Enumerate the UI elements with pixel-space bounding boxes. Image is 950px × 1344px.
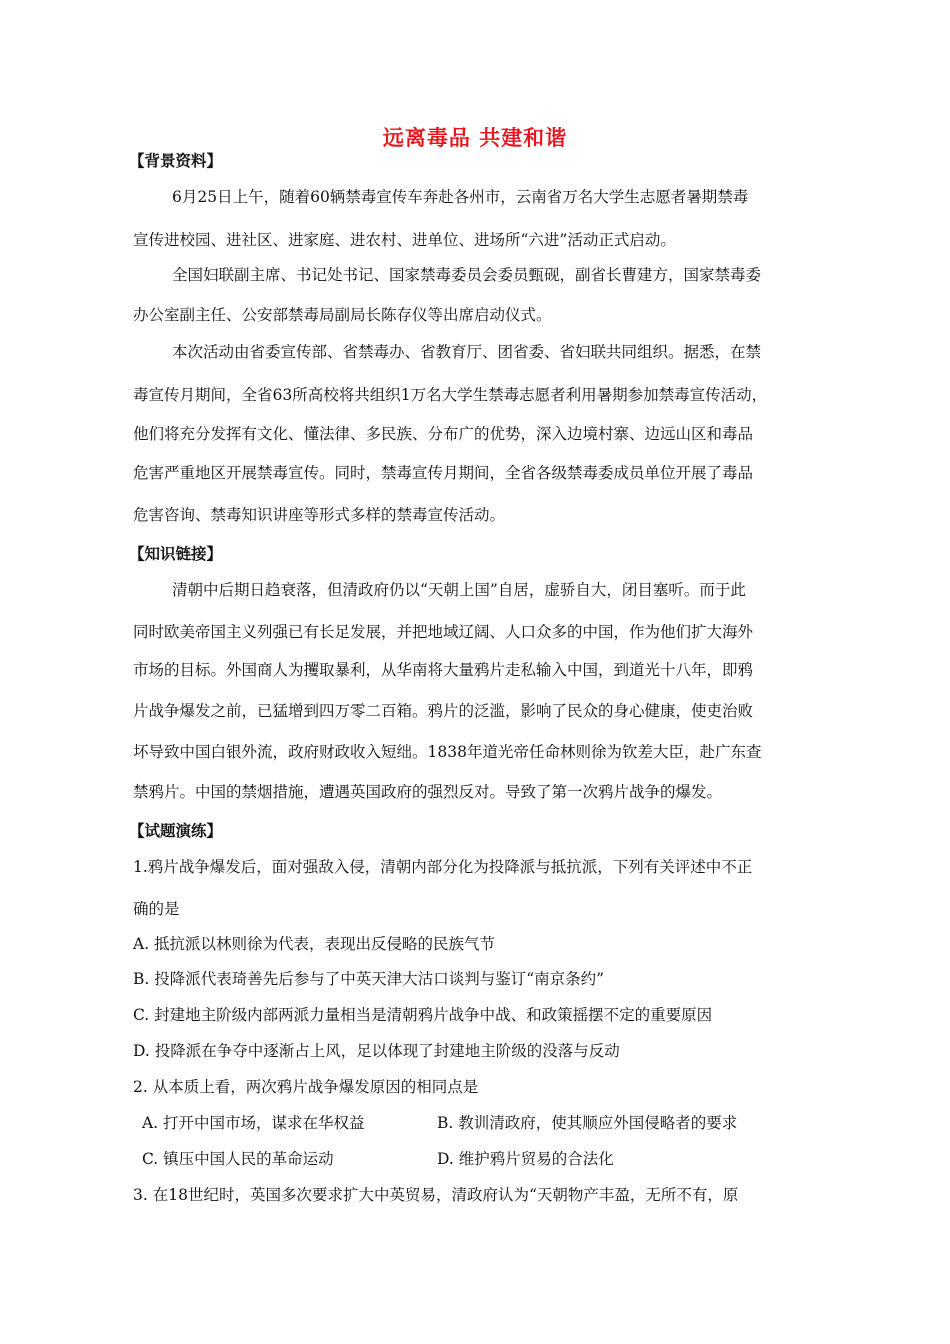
answer-option: A. 抵抗派以林则徐为代表，表现出反侵略的民族气节 xyxy=(133,935,496,953)
answer-option: B. 投降派代表琦善先后参与了中英天津大沽口谈判与鉴订“南京条约” xyxy=(133,970,605,988)
paragraph-line: 危害咨询、禁毒知识讲座等形式多样的禁毒宣传活动。 xyxy=(133,506,506,524)
answer-option: C. 封建地主阶级内部两派力量相当是清朝鸦片战争中战、和政策摇摆不定的重要原因 xyxy=(133,1006,713,1024)
answer-option: B. 教训清政府，使其顺应外国侵略者的要求 xyxy=(437,1114,738,1132)
answer-option: C. 镇压中国人民的革命运动 xyxy=(142,1150,334,1168)
paragraph-line: 市场的目标。外国商人为攫取暴利，从华南将大量鸦片走私输入中国，到道光十八年，即鸦 xyxy=(133,661,754,679)
question-stem: 1.鸦片战争爆发后，面对强敌入侵，清朝内部分化为投降派与抵抗派，下列有关评述中不正 xyxy=(133,858,753,876)
paragraph-line: 片战争爆发之前，已猛增到四万零二百箱。鸦片的泛滥，影响了民众的身心健康，使吏治败 xyxy=(133,702,754,720)
paragraph-line: 宣传进校园、进社区、进家庭、进农村、进单位、进场所“六进”活动正式启动。 xyxy=(133,231,676,249)
answer-option: A. 打开中国市场，谋求在华权益 xyxy=(142,1114,365,1132)
section-heading-exercises: 【试题演练】 xyxy=(129,822,223,840)
paragraph-line: 坏导致中国白银外流，政府财政收入短绌。1838年道光帝任命林则徐为钦差大臣，赴广东查 xyxy=(133,743,762,761)
section-heading-knowledge: 【知识链接】 xyxy=(129,545,223,563)
document-title: 远离毒品 共建和谐 xyxy=(382,126,568,150)
paragraph-line: 毒宣传月期间，全省63所高校将共组织1万名大学生禁毒志愿者利用暑期参加禁毒宣传活动， xyxy=(133,386,768,404)
paragraph-line: 他们将充分发挥有文化、懂法律、多民族、分布广的优势，深入边境村寨、边远山区和毒品 xyxy=(133,425,754,443)
paragraph-line: 禁鸦片。中国的禁烟措施，遭遇英国政府的强烈反对。导致了第一次鸦片战争的爆发。 xyxy=(133,783,723,801)
paragraph-line: 办公室副主任、公安部禁毒局副局长陈存仪等出席启动仪式。 xyxy=(133,306,552,324)
section-heading-background: 【背景资料】 xyxy=(129,152,223,170)
question-stem: 确的是 xyxy=(133,900,180,918)
paragraph-line: 清朝中后期日趋衰落，但清政府仍以“天朝上国”自居，虚骄自大，闭目塞听。而于此 xyxy=(172,581,746,599)
paragraph-line: 同时欧美帝国主义列强已有长足发展，并把地域辽阔、人口众多的中国，作为他们扩大海外 xyxy=(133,623,754,641)
paragraph-line: 6月25日上午，随着60辆禁毒宣传车奔赴各州市，云南省万名大学生志愿者暑期禁毒 xyxy=(172,188,749,206)
paragraph-line: 本次活动由省委宣传部、省禁毒办、省教育厅、团省委、省妇联共同组织。据悉，在禁 xyxy=(172,343,762,361)
paragraph-line: 全国妇联副主席、书记处书记、国家禁毒委员会委员甄砚，副省长曹建方，国家禁毒委 xyxy=(172,266,762,284)
answer-option: D. 维护鸦片贸易的合法化 xyxy=(437,1150,614,1168)
paragraph-line: 危害严重地区开展禁毒宣传。同时，禁毒宣传月期间，全省各级禁毒委成员单位开展了毒品 xyxy=(133,464,754,482)
question-stem: 2. 从本质上看，两次鸦片战争爆发原因的相同点是 xyxy=(133,1078,479,1096)
answer-option: D. 投降派在争夺中逐渐占上风，足以体现了封建地主阶级的没落与反动 xyxy=(133,1042,620,1060)
question-stem: 3. 在18世纪时，英国多次要求扩大中英贸易，清政府认为“天朝物产丰盈，无所不有，原 xyxy=(133,1186,739,1204)
